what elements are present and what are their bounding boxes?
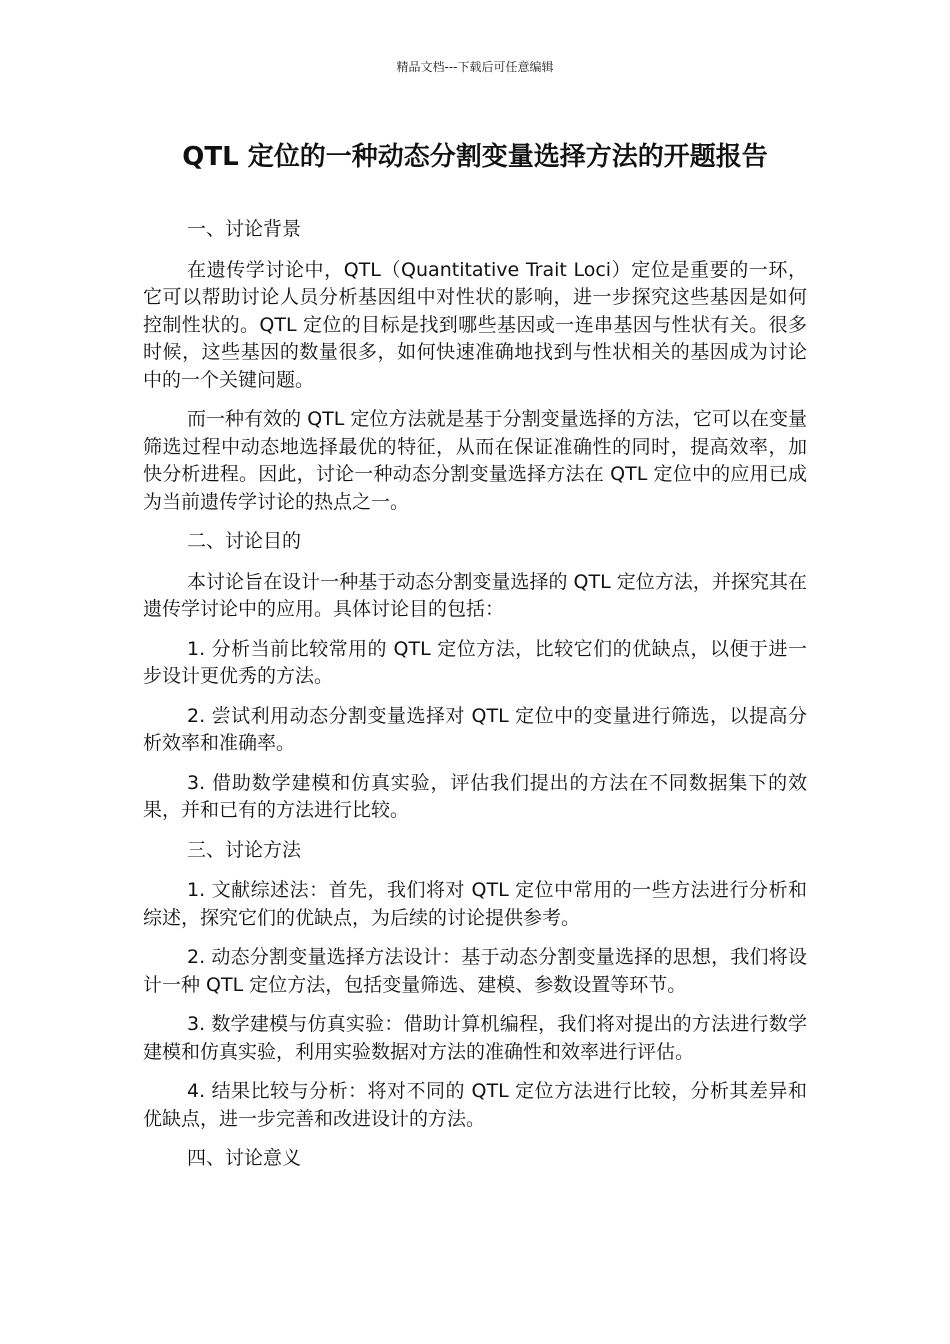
- header-note: 精品文档---下载后可任意编辑: [396, 60, 554, 74]
- section-heading-methods: 三、讨论方法: [187, 838, 302, 861]
- method-item-1: 1. 文献综述法：首先，我们将对 QTL 定位中常用的一些方法进行分析和综述，探究它们的优缺点，为后续的讨论提供参考。: [143, 879, 807, 929]
- document-body: [143, 216, 807, 1186]
- section-heading-significance: 四、讨论意义: [187, 1147, 302, 1169]
- paragraph-background-2: 而一种有效的 QTL 定位方法就是基于分割变量选择的方法，它可以在变量筛选过程中动态地选择最优的特征，从而在保证准确性的同时，提高效率，加快分析进程。因此，讨论一种动态分割变量选择方法在 QTL 定位中的应用已成为当前遗传学讨论的热点之一。: [143, 408, 807, 513]
- objective-item-3: 3. 借助数学建模和仿真实验，评估我们提出的方法在不同数据集下的效果，并和已有的方法进行比较。: [143, 771, 807, 821]
- method-item-4: 4. 结果比较与分析：将对不同的 QTL 定位方法进行比较，分析其差异和优缺点，进一步完善和改进设计的方法。: [143, 1080, 807, 1130]
- paragraph-background-1: 在遗传学讨论中，QTL（Quantitative Trait Loci）定位是重要的一环，它可以帮助讨论人员分析基因组中对性状的影响，进一步探究这些基因是如何控制性状的。QTL 定位的目标是找到哪些基因或一连串基因与性状有关。很多时候，这些基因的数量很多，如何快速准确地找到与性状相关的基因成为讨论中的一个关键问题。: [143, 258, 807, 391]
- paragraph-objectives-intro: 本讨论旨在设计一种基于动态分割变量选择的 QTL 定位方法，并探究其在遗传学讨论中的应用。具体讨论目的包括：: [143, 570, 807, 620]
- method-item-2: 2. 动态分割变量选择方法设计：基于动态分割变量选择的思想，我们将设计一种 QTL 定位方法，包括变量筛选、建模、参数设置等环节。: [143, 946, 807, 996]
- section-heading-background: 一、讨论背景: [187, 218, 302, 240]
- section-heading-objectives: 二、讨论目的: [187, 530, 302, 552]
- objective-item-1: 1. 分析当前比较常用的 QTL 定位方法，比较它们的优缺点，以便于进一步设计更优秀的方法。: [143, 637, 807, 687]
- document-title: QTL 定位的一种动态分割变量选择方法的开题报告: [182, 142, 768, 172]
- method-item-3: 3. 数学建模与仿真实验：借助计算机编程，我们将对提出的方法进行数学建模和仿真实验，利用实验数据对方法的准确性和效率进行评估。: [143, 1013, 807, 1063]
- objective-item-2: 2. 尝试利用动态分割变量选择对 QTL 定位中的变量进行筛选，以提高分析效率和准确率。: [143, 704, 807, 754]
